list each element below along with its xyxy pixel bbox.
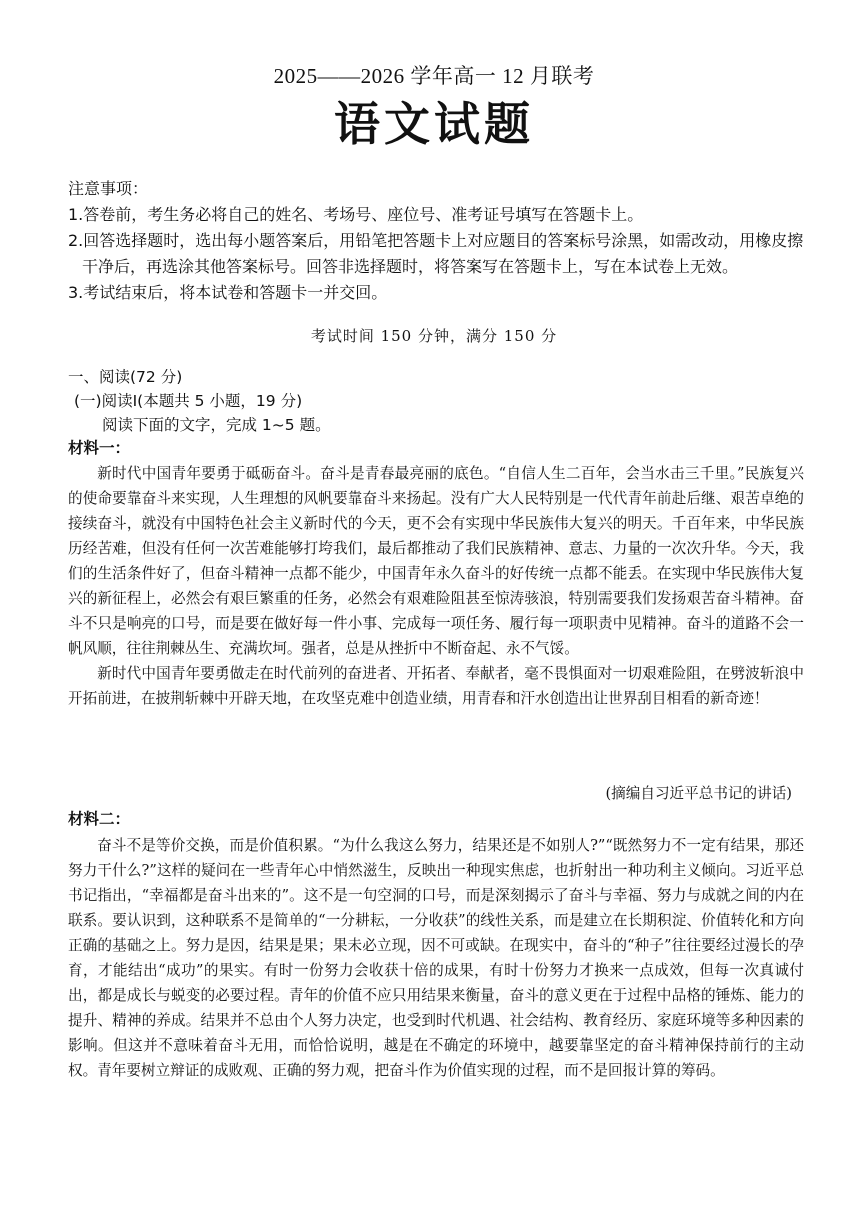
material-one-label: 材料一： xyxy=(68,439,131,457)
section-instruction: 阅读下面的文字，完成 1~5 题。 xyxy=(102,416,331,434)
section-title: 一、阅读(72 分) xyxy=(68,368,183,386)
paragraph: 新时代中国青年要勇做走在时代前列的奋进者、开拓者、奉献者，毫不畏惧面对一切艰难险阻，在劈波斩浪中开拓前进，在披荆斩棘中开辟天地，在攻坚克难中创造业绩，用青春和汗水创造出让世界刮目相看的新奇迹！ xyxy=(68,665,804,707)
notice-heading: 注意事项： xyxy=(68,179,149,198)
material-one-source: (摘编自习近平总书记的讲话) xyxy=(605,785,792,802)
exam-name: 2025——2026 学年高一 12 月联考 xyxy=(273,64,595,88)
notice-item: 2.回答选择题时，选出每小题答案后，用铅笔把答题卡上对应题目的答案标号涂黑，如需改动，用橡皮擦干净后，再选涂其他答案标号。回答非选择题时，将答案写在答题卡上，写在本试卷上无效。 xyxy=(68,231,804,276)
exam-time: 考试时间 150 分钟，满分 150 分 xyxy=(310,327,558,345)
material-two-text xyxy=(68,833,804,1083)
section-subtitle: (一)阅读Ⅰ(本题共 5 小题，19 分) xyxy=(74,392,303,410)
material-one-text xyxy=(68,461,804,711)
section-reading xyxy=(68,365,808,437)
paragraph: 新时代中国青年要勇于砥砺奋斗。奋斗是青春最亮丽的底色。“自信人生二百年，会当水击三千里。”民族复兴的使命要靠奋斗来实现，人生理想的风帆要靠奋斗来扬起。没有广大人民特别是一代代青年前赴后继、艰苦卓绝的接续奋斗，就没有中国特色社会主义新时代的今天，更不会有实现中华民族伟大复兴的明天。千百年来，中华民族历经苦难，但没有任何一次苦难能够打垮我们，最后都推动了我们民族精神、意志、力量的一次次升华。今天，我们的生活条件好了，但奋斗精神一点都不能少，中国青年永久奋斗的好传统一点都不能丢。在实现中华民族伟大复兴的新征程上，必然会有艰巨繁重的任务，必然会有艰难险阻甚至惊涛骇浪，特别需要我们发扬艰苦奋斗精神。奋斗不只是响亮的口号，而是要在做好每一件小事、完成每一项任务、履行每一项职责中见精神。奋斗的道路不会一帆风顺，往往荆棘丛生、充满坎坷。强者，总是从挫折中不断奋起、永不气馁。 xyxy=(68,465,804,657)
material-two-label: 材料二： xyxy=(68,810,131,828)
notice-item: 1.答卷前，考生务必将自己的姓名、考场号、座位号、准考证号填写在答题卡上。 xyxy=(68,205,644,224)
subject-title: 语文试题 xyxy=(334,97,534,151)
paragraph: 奋斗不是等价交换，而是价值积累。“为什么我这么努力，结果还是不如别人?”“既然努力不一定有结果，那还努力干什么?”这样的疑问在一些青年心中悄然滋生，反映出一种现实焦虑，也折射出一种功利主义倾向。习近平总书记指出，“幸福都是奋斗出来的”。这不是一句空洞的口号，而是深刻揭示了奋斗与幸福、努力与成就之间的内在联系。要认识到，这种联系不是简单的“一分耕耘，一分收获”的线性关系，而是建立在长期积淀、价值转化和方向正确的基础之上。努力是因，结果是果；果未必立现，因不可或缺。在现实中，奋斗的“种子”往往要经过漫长的孕育，才能结出“成功”的果实。有时一份努力会收获十倍的成果，有时十份努力才换来一点成效，但每一次真诚付出，都是成长与蜕变的必要过程。青年的价值不应只用结果来衡量，奋斗的意义更在于过程中品格的锤炼、能力的提升、精神的养成。结果并不总由个人努力决定，也受到时代机遇、社会结构、教育经历、家庭环境等多种因素的影响。但这并不意味着奋斗无用，而恰恰说明，越是在不确定的环境中，越要靠坚定的奋斗精神保持前行的主动权。青年要树立辩证的成败观、正确的努力观，把奋斗作为价值实现的过程，而不是回报计算的筹码。 xyxy=(68,837,804,1079)
notice-block xyxy=(68,176,808,306)
notice-item: 3.考试结束后，将本试卷和答题卡一并交回。 xyxy=(68,283,388,302)
